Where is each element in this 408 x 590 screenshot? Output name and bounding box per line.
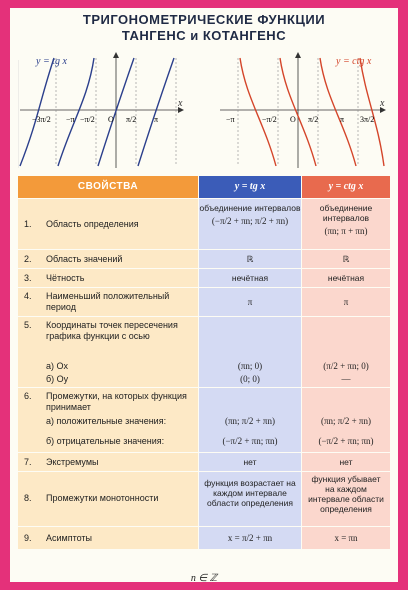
- tg-value-b: (0; 0): [240, 374, 260, 384]
- title-line-1: ТРИГОНОМЕТРИЧЕСКИЕ ФУНКЦИИ: [82, 12, 326, 27]
- cot-graph: [218, 50, 390, 168]
- ctg-value: π: [343, 297, 349, 307]
- row-label: Наименьший положительный период: [46, 291, 170, 312]
- cot-branch-1: [240, 58, 276, 166]
- row-sub-a: а) Ox: [46, 361, 69, 371]
- tg-value: объединение интервалов: [199, 203, 301, 213]
- tan-branch-1: [20, 58, 54, 166]
- ctg-value-a: (π/2 + πn; 0): [323, 361, 369, 371]
- table-row: [18, 317, 390, 387]
- cot-tick-3: π/2: [308, 115, 319, 124]
- header-tg: y = tg x: [199, 176, 301, 198]
- ctg-value-a: (πn; π/2 + πn): [321, 416, 371, 426]
- ctg-value: нечётная: [327, 273, 365, 283]
- row-number: 3.: [24, 273, 32, 283]
- poster-sheet: [10, 8, 398, 582]
- row-number: 9.: [24, 533, 32, 543]
- cot-branch-3: [320, 58, 356, 166]
- ctg-value: функция убывает на каждом интервале области определения: [308, 474, 384, 514]
- tan-graph: [18, 50, 188, 168]
- table-row: [18, 527, 390, 549]
- cot-x-axis: x: [380, 98, 385, 109]
- cot-tick-origin: O: [290, 115, 296, 124]
- table-row: [18, 269, 390, 287]
- cot-label: y = ctg x: [336, 56, 372, 67]
- cot-tick-2: −π/2: [262, 115, 277, 124]
- tg-value-math: (−π/2 + πn; π/2 + πn): [211, 216, 289, 226]
- tan-tick-4: π/2: [126, 115, 137, 124]
- tg-value-b: (−π/2 + πn; πn): [222, 436, 278, 446]
- row-number: 8.: [24, 493, 32, 503]
- header-ctg: y = ctg x: [302, 176, 390, 198]
- ctg-value-math: (πn; π + πn): [324, 226, 368, 236]
- cot-tick-5: 3π/2: [360, 115, 375, 124]
- ctg-value-b: —: [341, 374, 351, 384]
- tg-value: ℝ: [246, 254, 254, 264]
- tg-value: π: [247, 297, 253, 307]
- ctg-value: ℝ: [342, 254, 350, 264]
- poster-title: [10, 12, 398, 44]
- tan-branch-4: [138, 58, 174, 166]
- tg-value: нет: [243, 457, 257, 467]
- row-number: 7.: [24, 457, 32, 467]
- tg-value-a: (πn; π/2 + πn): [225, 416, 275, 426]
- row-label: Экстремумы: [46, 457, 99, 467]
- row-label: Область значений: [46, 254, 123, 264]
- row-number: 6.: [24, 391, 32, 401]
- tg-value: нечётная: [231, 273, 269, 283]
- row-label: Асимптоты: [46, 533, 93, 543]
- row-number: 1.: [24, 219, 32, 229]
- row-label: Промежутки монотонности: [46, 493, 159, 503]
- ctg-value: нет: [339, 457, 353, 467]
- row-label: Координаты точек пересечения графика функции с осью: [46, 320, 178, 341]
- tan-label: y = tg x: [36, 56, 67, 67]
- table-header: [18, 176, 390, 198]
- tan-tick-2: −π: [66, 115, 75, 124]
- cot-tick-1: −π: [226, 115, 235, 124]
- cot-tick-4: π: [340, 115, 345, 124]
- table-row: [18, 472, 390, 526]
- tan-x-axis: x: [178, 98, 183, 109]
- table-row: [18, 453, 390, 471]
- row-number: 5.: [24, 320, 32, 330]
- table-row: [18, 250, 390, 268]
- row-label: Чётность: [46, 273, 85, 283]
- table-row: [18, 288, 390, 316]
- tg-value-a: (πn; 0): [237, 361, 263, 371]
- tan-tick-3: −π/2: [80, 115, 95, 124]
- tan-tick-1: −3π/2: [32, 115, 51, 124]
- ctg-value: x = πn: [334, 533, 358, 543]
- tan-tick-origin: O: [108, 115, 114, 124]
- row-label: Область определения: [46, 219, 139, 229]
- footer-note: n ∈ ℤ: [190, 573, 218, 584]
- header-properties: СВОЙСТВА: [18, 176, 198, 198]
- row-sub-a: а) положительные значения:: [46, 416, 167, 426]
- ctg-value-b: (−π/2 + πn; πn): [318, 436, 374, 446]
- row-sub-b: б) отрицательные значения:: [46, 436, 165, 446]
- row-sub-b: б) Oy: [46, 374, 69, 384]
- row-number: 4.: [24, 291, 32, 301]
- tg-value: функция возрастает на каждом интервале области определения: [204, 478, 296, 508]
- tan-tick-5: π: [154, 115, 159, 124]
- title-line-2: ТАНГЕНС и КОТАНГЕНС: [121, 28, 287, 43]
- ctg-value: объединение интервалов: [319, 203, 373, 223]
- row-number: 2.: [24, 254, 32, 264]
- row-label: Промежутки, на которых функция принимает: [46, 391, 187, 412]
- tan-branch-2: [58, 58, 94, 166]
- table-row: [18, 199, 390, 249]
- tg-value: x = π/2 + πn: [227, 533, 273, 543]
- table-row: [18, 388, 390, 452]
